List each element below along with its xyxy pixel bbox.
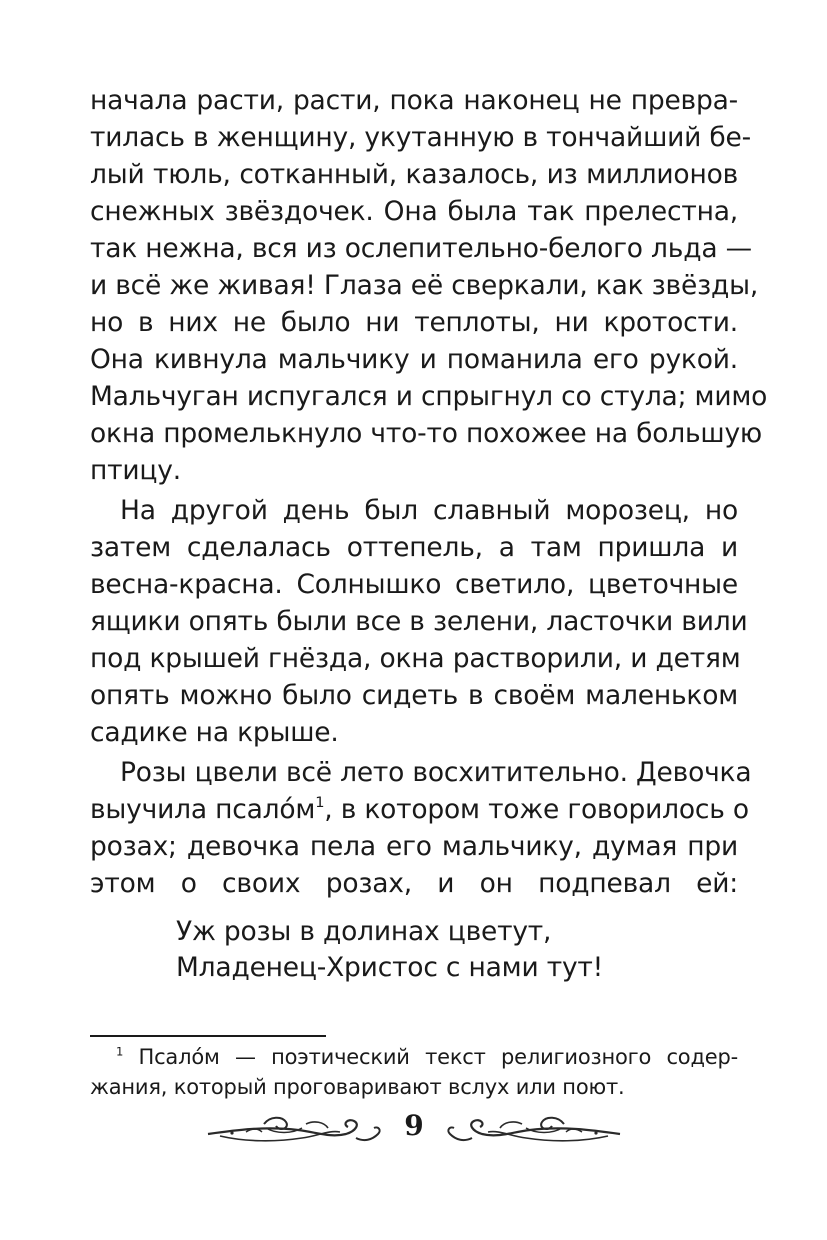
text-line: розах; девочка пела его мальчику, думая при [90,831,738,862]
text-line: опять можно было сидеть в своём маленьком [90,680,738,711]
text-line: Мальчуган испугался и спрыгнул со стула; мимо [90,381,768,412]
text-line: ящики опять были все в зелени, ласточки вили [90,606,748,637]
footnote-line [90,1042,738,1072]
text-line: и всё же живая! Глаза её сверкали, как звёзды, [90,270,759,301]
poem-line: Младенец-Христос с нами тут! [176,952,604,983]
text-fragment: выучила псало́м [90,794,316,825]
right-flourish-ornament-icon [444,1112,622,1148]
text-line: На другой день был славный морозец, но [120,495,738,526]
text-line: но в них не было ни теплоты, ни кротости. [90,307,738,338]
page-number: 9 [404,1109,424,1142]
text-line: птицу. [90,455,181,486]
footnote [90,1042,738,1102]
text-line: так нежна, вся из ослепительно-белого льда — [90,233,752,264]
paragraph-3 [90,754,752,902]
text-line: снежных звёздочек. Она была так прелестна, [90,196,738,227]
text-line: садике на крыше. [90,717,339,748]
left-flourish-ornament-icon [206,1112,384,1148]
paragraph-1 [90,82,768,489]
text-line: затем сделалась оттепель, а там пришла и [90,532,738,563]
paragraph-2 [90,492,748,751]
text-line: Она кивнула мальчику и поманила его рукой. [90,344,738,375]
poem-line: Уж розы в долинах цветут, [176,916,552,947]
footnote-marker: 1 [116,1044,124,1059]
footnote-reference[interactable]: 1 [315,794,325,812]
poem-verse [176,914,603,986]
text-line: тилась в женщину, укутанную в тончайший бе- [90,122,752,153]
footnote-text: Псало́м — поэтический текст религиозного содер- [138,1045,738,1069]
footnote-line: жания, который проговаривают вслух или поют. [90,1075,625,1099]
text-line: начала расти, расти, пока наконец не превра- [90,85,738,116]
text-line: под крышей гнёзда, окна растворили, и детям [90,643,741,674]
text-line: весна-красна. Солнышко светило, цветочные [90,569,738,600]
text-line: лый тюль, сотканный, казалось, из миллионов [90,159,738,190]
text-line: Розы цвели всё лето восхитительно. Девочка [120,757,752,788]
text-line: этом о своих розах, и он подпевал ей: [90,868,738,899]
text-line-with-footnote [90,791,749,828]
text-line: окна промелькнуло что-то похожее на большую [90,418,763,449]
text-fragment: , в котором тоже говорилось о [324,794,749,825]
footnote-divider [90,1035,326,1037]
